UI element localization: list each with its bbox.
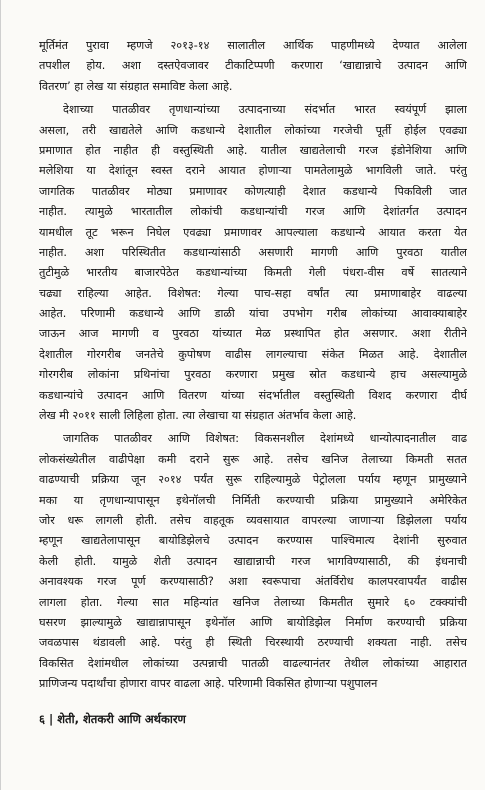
text-line: मूर्तिमंत पुरावा म्हणजे २०१३-१४ सालातील आर्थिक पाहणीमध्ये देण्यात आलेला <box>39 39 467 52</box>
text-line: लोकसंख्येतील वाढीपेक्षा कमी दराने सुरू आहे. तसेच खनिज तेलाच्या किमती सतत <box>39 452 467 466</box>
paragraph <box>39 100 467 426</box>
book-title: शेती, शेतकरी आणि अर्थकारण <box>57 712 186 726</box>
page-footer <box>39 712 186 727</box>
text-line: जोर धरू लागली होती. तसेच वाहतूक व्यवसायात वापरल्या जाणाऱ्या डिझेलला पर्याय <box>39 513 467 527</box>
text-line: यामधील तूट भरून निघेल एवढ्या प्रमाणावर आपल्याला कडधान्ये आयात करता येत <box>39 225 467 239</box>
text-line: विकसित देशांमधील लोकांच्या उत्पन्नाची पातळी वाढल्यानंतर तेथील लोकांच्या आहारात <box>39 656 467 670</box>
text-line: कडधान्यांचे उत्पादन आणि वितरण यांच्या संदर्भातील वस्तुस्थिती विशद करणारा दीर्घ <box>39 388 467 402</box>
text-line: लागला होता. गेल्या सात महिन्यांत खनिज तेलाच्या किमतीत सुमारे ६० टक्क्यांची <box>39 595 467 609</box>
body-text <box>39 36 467 698</box>
text-line: केली होती. यामुळे शेती उत्पादन खाद्यान्नाची गरज भागविण्यासाठी, की इंधनाची <box>39 554 467 568</box>
footer-separator: | <box>49 712 54 726</box>
text-line: देशाच्या पातळीवर तृणधान्यांच्या उत्पादनाच्या संदर्भात भारत स्वयंपूर्ण झाला <box>63 103 467 117</box>
text-line: नाहीत. त्यामुळे भारतातील लोकांची कडधान्यांची गरज आणि देशांतर्गत उत्पादन <box>39 205 467 219</box>
text-line: चढ्या राहिल्या आहेत. विशेषत: गेल्या पाच-सहा वर्षांत त्या प्रमाणाबाहेर वाढल्या <box>39 286 467 300</box>
text-line: जाऊन आज मागणी व पुरवठा यांच्यात मेळ प्रस्थापित होत असणार. अशा रीतीने <box>39 327 467 341</box>
text-line: देशातील गोरगरीब जनतेचे कुपोषण वाढीस लागल्याचा संकेत मिळत आहे. देशातील <box>39 347 467 361</box>
text-line: जागतिक पातळीवर मोठ्या प्रमाणावर कोणत्याही देशात कडधान्ये पिकविली जात <box>39 184 467 198</box>
text-line: अनावश्यक गरज पूर्ण करण्यासाठी? अशा स्वरूपाचा अंतर्विरोध कालपरवापर्यंत वाढीस <box>39 575 467 589</box>
text-line: गोरगरीब लोकांना प्रथिनांचा पुरवठा करणारा प्रमुख स्रोत कडधान्ये हाच असल्यामुळे <box>39 368 467 382</box>
paragraph <box>39 429 467 694</box>
text-line: प्राणिजन्य पदार्थांचा होणारा वापर वाढला आहे. परिणामी विकसित होणाऱ्या पशुपालन <box>39 677 378 691</box>
paragraph <box>39 36 467 97</box>
text-line: आहेत. परिणामी कडधान्ये आणि डाळी यांचा उपभोग गरीब लोकांच्या आवाक्याबाहेर <box>39 307 467 321</box>
page-number: ६ <box>39 712 45 726</box>
text-line: नाहीत. अशा परिस्थितीत कडधान्यांसाठी असणारी मागणी आणि पुरवठा यातील <box>39 245 467 259</box>
text-line: म्हणून खाद्यतेलापासून बायोडिझेलचे उत्पादन करण्यास पाश्चिमात्य देशांनी सुरुवात <box>39 534 467 548</box>
text-line: वितरण’ हा लेख या संग्रहात समाविष्ट केला आहे. <box>39 79 233 93</box>
text-line: तुटीमुळे भारतीय बाजारपेठेत कडधान्यांच्या किमती गेली पंधरा-वीस वर्षे सातत्याने <box>39 266 467 280</box>
text-line: जागतिक पातळीवर आणि विशेषत: विकसनशील देशांमध्ये धान्योत्पादनातील वाढ <box>63 432 467 446</box>
text-line: वाढण्याची प्रक्रिया जून २०१४ पर्यंत सुरू राहिल्यामुळे पेट्रोलला पर्याय म्हणून प्रामुख्याने <box>39 473 467 487</box>
text-line: मलेशिया या देशांतून स्वस्त दराने आयात होणाऱ्या पामतेलामुळे भागविली जाते. परंतु <box>39 164 467 178</box>
text-line: घसरण झाल्यामुळे खाद्यान्नापासून इथेनॉल आणि बायोडिझेल निर्माण करण्याची प्रक्रिया <box>39 615 467 629</box>
text-line: असला, तरी खाद्यतेले आणि कडधान्ये देशातील लोकांच्या गरजेची पूर्ती होईल एवढ्या <box>39 123 467 137</box>
text-line: मका या तृणधान्यापासून इथेनॉलची निर्मिती करण्याची प्रक्रिया प्रामुख्याने अमेरिकेत <box>39 493 467 507</box>
text-line: लेख मी २०११ साली लिहिला होता. त्या लेखाचा या संग्रहात अंतर्भाव केला आहे. <box>39 409 357 423</box>
text-line: प्रमाणात होत नाहीत ही वस्तुस्थिती आहे. यातील खाद्यतेलाची गरज इंडोनेशिया आणि <box>39 143 467 157</box>
text-line: तपशील होय. अशा दस्तऐवजावर टीकाटिप्पणी करणारा ‘खाद्यान्नाचे उत्पादन आणि <box>39 59 467 73</box>
text-line: जवळपास थंडावली आहे. परंतु ही स्थिती चिरस्थायी ठरण्याची शक्यता नाही. तसेच <box>39 636 467 650</box>
